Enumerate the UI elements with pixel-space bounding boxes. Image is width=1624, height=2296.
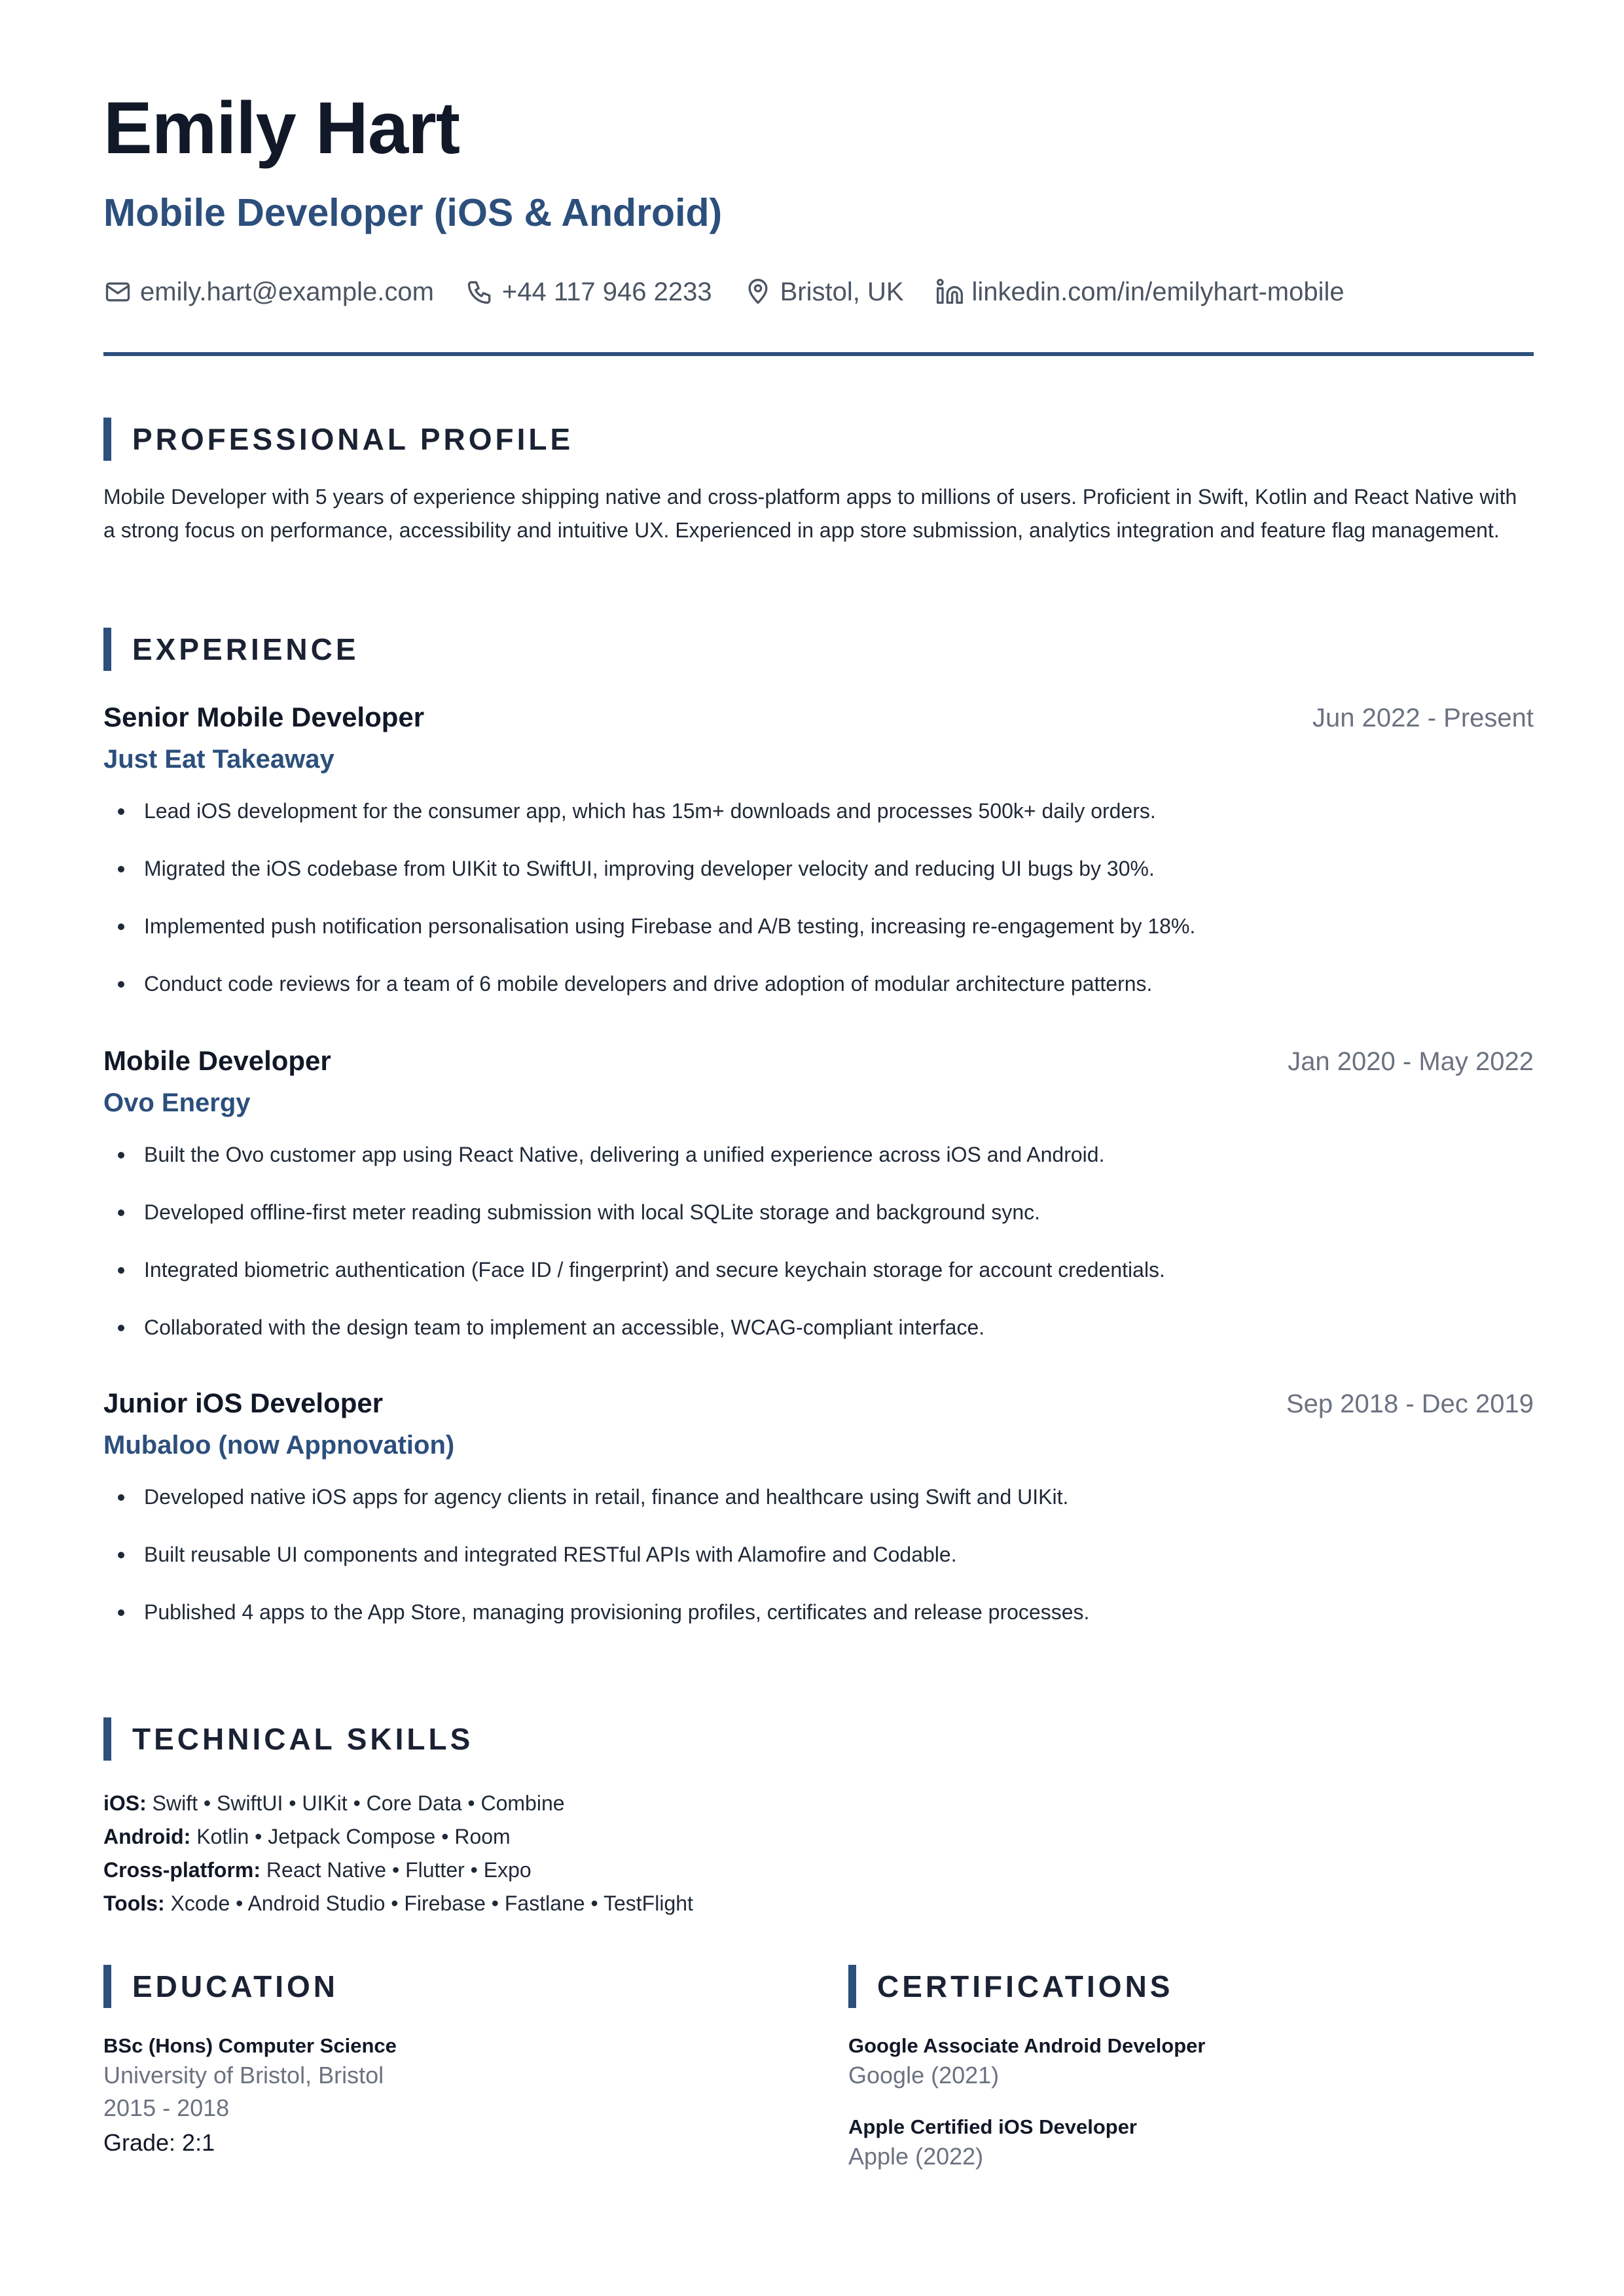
- education-entry: [103, 2033, 397, 2161]
- section-heading-label: TECHNICAL SKILLS: [132, 1722, 474, 1756]
- list-item: Migrated the iOS codebase from UIKit to SwiftUI, improving developer velocity and reducing UI bugs by 30%.: [103, 855, 1534, 882]
- certification-name: Apple Certified iOS Developer: [848, 2115, 1137, 2138]
- list-item: Integrated biometric authentication (Face ID / fingerprint) and secure keychain storage for account credentials.: [103, 1257, 1534, 1283]
- section-accent-bar: [103, 1965, 111, 2008]
- job-bullets: [103, 1141, 1534, 1340]
- list-item: Built the Ovo customer app using React Native, delivering a unified experience across iOS and Android.: [103, 1141, 1534, 1168]
- certification-issuer: Apple (2022): [848, 2143, 984, 2170]
- job-bullets: [103, 1484, 1534, 1625]
- job-role: Mobile Developer: [103, 1045, 331, 1076]
- job-dates: Jun 2022 - Present: [1312, 704, 1534, 732]
- job-company: Mubaloo (now Appnovation): [103, 1431, 455, 1460]
- section-accent-bar: [103, 1717, 111, 1761]
- job-entry: [103, 702, 1534, 1028]
- section-accent-bar: [848, 1965, 856, 2008]
- list-item: Developed native iOS apps for agency clients in retail, finance and healthcare using Swift and UIKit.: [103, 1484, 1534, 1510]
- job-entry: [103, 1388, 1534, 1657]
- contact-linkedin[interactable]: [935, 278, 1344, 306]
- job-header: [103, 702, 1534, 733]
- degree-name: BSc (Hons) Computer Science: [103, 2034, 397, 2057]
- skill-row: [103, 1787, 693, 1820]
- certification-entry: [848, 2114, 1137, 2173]
- skill-label: iOS:: [103, 1791, 147, 1815]
- skill-values: Kotlin • Jetpack Compose • Room: [196, 1825, 511, 1848]
- contact-bar: [103, 278, 1344, 306]
- skill-row: [103, 1820, 693, 1854]
- job-company: Just Eat Takeaway: [103, 745, 334, 774]
- contact-email[interactable]: [103, 278, 434, 306]
- contact-location: [744, 278, 904, 306]
- list-item: Published 4 apps to the App Store, managing provisioning profiles, certificates and release processes.: [103, 1599, 1534, 1625]
- skill-values: React Native • Flutter • Expo: [266, 1858, 532, 1882]
- section-heading-label: PROFESSIONAL PROFILE: [132, 422, 574, 456]
- job-role: Senior Mobile Developer: [103, 702, 425, 732]
- phone-icon: [465, 278, 494, 306]
- job-dates: Sep 2018 - Dec 2019: [1286, 1390, 1534, 1418]
- job-header: [103, 1045, 1534, 1077]
- header-divider: [103, 352, 1534, 356]
- job-entry: [103, 1045, 1534, 1372]
- job-company: Ovo Energy: [103, 1088, 251, 1117]
- job-role: Junior iOS Developer: [103, 1388, 384, 1418]
- job-bullets: [103, 798, 1534, 997]
- email-text: emily.hart@example.com: [140, 278, 434, 306]
- list-item: Lead iOS development for the consumer app, which has 15m+ downloads and processes 500k+ daily orders.: [103, 798, 1534, 824]
- education-dates: 2015 - 2018: [103, 2094, 230, 2121]
- education-grade: Grade: 2:1: [103, 2129, 215, 2156]
- certification-issuer: Google (2021): [848, 2062, 1000, 2089]
- list-item: Developed offline-first meter reading submission with local SQLite storage and background sync.: [103, 1199, 1534, 1225]
- profile-heading: [103, 418, 573, 461]
- skill-label: Tools:: [103, 1892, 165, 1915]
- list-item: Implemented push notification personalisation using Firebase and A/B testing, increasing re-engagement by 18%.: [103, 913, 1534, 939]
- skill-values: Swift • SwiftUI • UIKit • Core Data • Combine: [152, 1791, 565, 1815]
- skills-heading: [103, 1717, 473, 1761]
- section-heading-label: EXPERIENCE: [132, 632, 359, 666]
- contact-phone[interactable]: [465, 278, 712, 306]
- skill-row: [103, 1887, 693, 1920]
- section-heading-label: EDUCATION: [132, 1969, 339, 2003]
- certifications-heading: [848, 1965, 1173, 2008]
- map-pin-icon: [744, 278, 772, 306]
- list-item: Conduct code reviews for a team of 6 mobile developers and drive adoption of modular architecture patterns.: [103, 971, 1534, 997]
- job-header: [103, 1388, 1534, 1419]
- candidate-name: Emily Hart: [103, 87, 460, 169]
- job-dates: Jan 2020 - May 2022: [1288, 1047, 1534, 1076]
- school-name: University of Bristol, Bristol: [103, 2062, 384, 2089]
- list-item: Collaborated with the design team to implement an accessible, WCAG-compliant interface.: [103, 1314, 1534, 1340]
- section-heading-label: CERTIFICATIONS: [877, 1969, 1174, 2003]
- mail-icon: [103, 278, 132, 306]
- section-accent-bar: [103, 628, 111, 671]
- skill-values: Xcode • Android Studio • Firebase • Fastlane • TestFlight: [170, 1892, 693, 1915]
- skill-label: Cross-platform:: [103, 1858, 261, 1882]
- education-heading: [103, 1965, 338, 2008]
- section-accent-bar: [103, 418, 111, 461]
- experience-heading: [103, 628, 359, 671]
- phone-text: +44 117 946 2233: [501, 278, 712, 306]
- skills-list: [103, 1787, 693, 1920]
- skill-label: Android:: [103, 1825, 191, 1848]
- certification-entry: [848, 2033, 1205, 2092]
- profile-summary: Mobile Developer with 5 years of experience shipping native and cross-platform apps to millions of users. Proficient in Swift, Kotlin and React Native with a strong focus on performance, accessibility and intuitive UX. Experienced in app store submission, analytics integration and feature flag management.: [103, 485, 1517, 542]
- certification-name: Google Associate Android Developer: [848, 2034, 1206, 2057]
- linkedin-icon: [935, 278, 964, 306]
- list-item: Built reusable UI components and integrated RESTful APIs with Alamofire and Codable.: [103, 1541, 1534, 1568]
- skill-row: [103, 1854, 693, 1887]
- location-text: Bristol, UK: [780, 278, 904, 306]
- linkedin-text: linkedin.com/in/emilyhart-mobile: [971, 278, 1344, 306]
- job-title-headline: Mobile Developer (iOS & Android): [103, 191, 723, 234]
